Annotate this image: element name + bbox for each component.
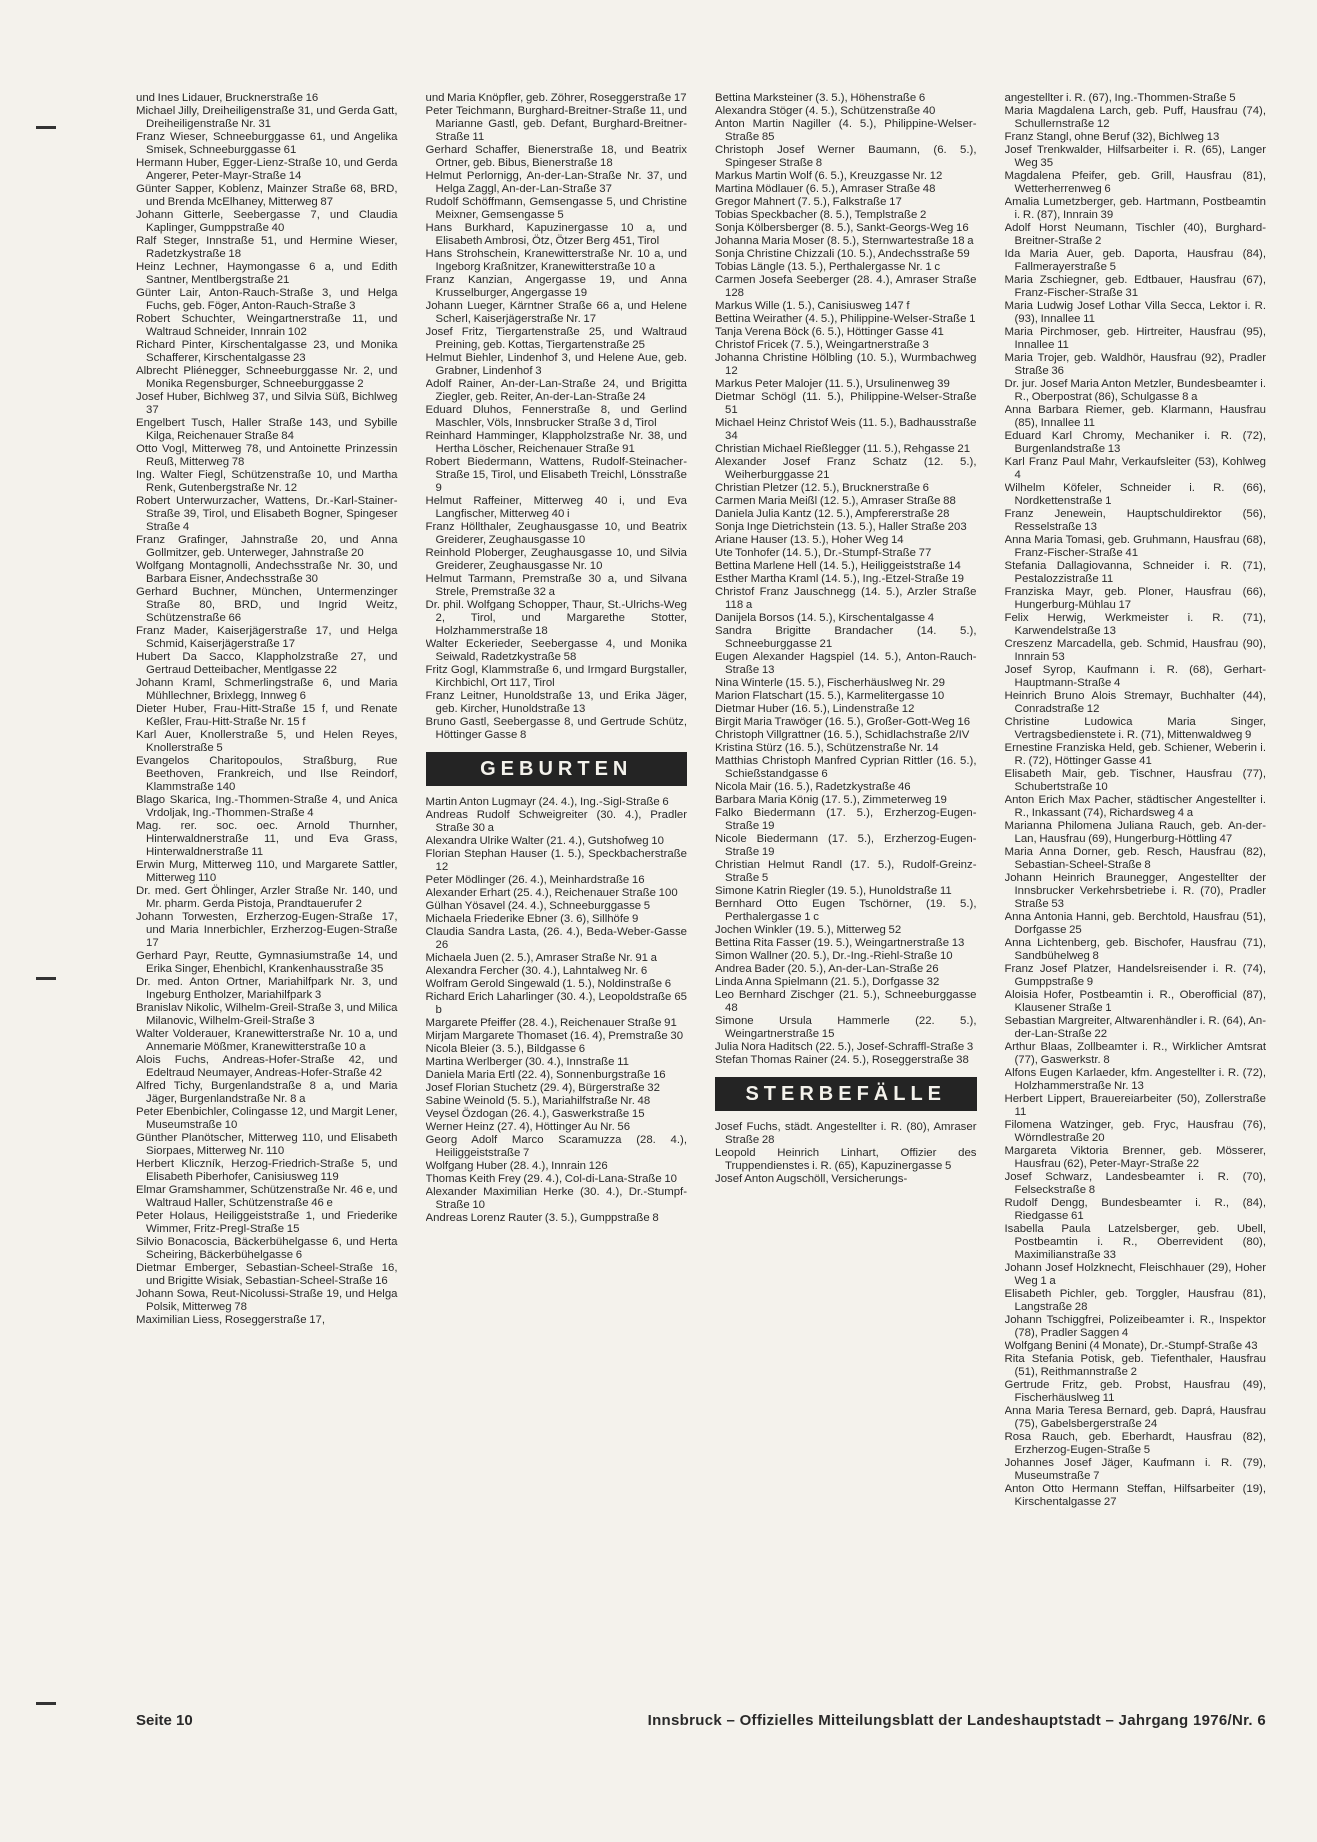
register-entry: Magdalena Pfeifer, geb. Grill, Hausfrau (81), Wetterherrenweg 6 (1004, 170, 1266, 195)
register-entry: Franz Kanzian, Angergasse 19, und Anna Krusselburger, Angergasse 19 (425, 274, 687, 299)
register-entry: Anna Lichtenberg, geb. Bischofer, Hausfrau (71), Sandbühelweg 8 (1004, 937, 1266, 962)
register-entry: Sandra Brigitte Brandacher (14. 5.), Schneeburggasse 21 (715, 625, 977, 650)
column-4 (1005, 92, 1267, 1712)
register-entry: Dieter Huber, Frau-Hitt-Straße 15 f, und Renate Keßler, Frau-Hitt-Straße Nr. 15 f (136, 703, 398, 728)
register-entry: Wolfgang Montagnolli, Andechsstraße Nr. 30, und Barbara Eisner, Andechsstraße 30 (136, 560, 398, 585)
register-entry: Robert Biedermann, Wattens, Rudolf-Steinacher-Straße 15, Tirol, und Elisabeth Treichl, Lönsstraße 9 (425, 456, 687, 494)
register-entry: Carmen Maria Meißl (12. 5.), Amraser Straße 88 (715, 495, 956, 507)
register-entry: Simone Ursula Hammerle (22. 5.), Weingartnerstraße 15 (715, 1015, 977, 1040)
margin-mark (36, 1702, 56, 1705)
register-entry: Franz Leitner, Hunoldstraße 13, und Erika Jäger, geb. Kircher, Hunoldstraße 13 (425, 690, 687, 715)
text-columns (136, 92, 1266, 1712)
register-entry: Julia Nora Haditsch (22. 5.), Josef-Schraffl-Straße 3 (715, 1041, 974, 1053)
register-entry: Maria Trojer, geb. Waldhör, Hausfrau (92), Pradler Straße 36 (1004, 352, 1266, 377)
register-entry: Sabine Weinold (5. 5.), Mariahilfstraße Nr. 48 (425, 1095, 651, 1107)
register-entry: Karl Auer, Knollerstraße 5, und Helen Reyes, Knollerstraße 5 (136, 729, 398, 754)
register-entry: Johannes Josef Jäger, Kaufmann i. R. (79), Museumstraße 7 (1004, 1457, 1266, 1482)
register-entry: und Maria Knöpfler, geb. Zöhrer, Roseggerstraße 17 (425, 92, 687, 104)
register-entry: Alfred Tichy, Burgenlandstraße 8 a, und Maria Jäger, Burgenlandstraße Nr. 8 a (136, 1080, 398, 1105)
register-entry: Dr. med. Anton Ortner, Mariahilfpark Nr. 3, und Ingeburg Entholzer, Mariahilfpark 3 (136, 976, 398, 1001)
register-entry: Wolfgang Huber (28. 4.), Innrain 126 (425, 1160, 608, 1172)
register-entry: Danijela Borsos (14. 5.), Kirschentalgasse 4 (715, 612, 935, 624)
register-entry: Amalia Lumetzberger, geb. Hartmann, Postbeamtin i. R. (87), Innrain 39 (1004, 196, 1266, 221)
register-entry: Elisabeth Mair, geb. Tischner, Hausfrau (77), Schubertstraße 10 (1004, 768, 1266, 793)
register-entry: Ida Maria Auer, geb. Daporta, Hausfrau (84), Fallmerayerstraße 5 (1004, 248, 1266, 273)
register-entry: Alexander Erhart (25. 4.), Reichenauer Straße 100 (425, 887, 678, 899)
register-entry: Josef Schwarz, Landesbeamter i. R. (70), Felseckstraße 8 (1004, 1171, 1266, 1196)
register-entry: Falko Biedermann (17. 5.), Erzherzog-Eugen-Straße 19 (715, 807, 977, 832)
register-entry: Josef Huber, Bichlweg 37, und Silvia Süß, Bichlweg 37 (136, 391, 398, 416)
register-entry: Johanna Christine Hölbling (10. 5.), Wurmbachweg 12 (715, 352, 977, 377)
section-header-births: GEBURTEN (426, 752, 688, 786)
register-entry: Maria Pirchmoser, geb. Hirtreiter, Hausfrau (95), Innallee 11 (1004, 326, 1266, 351)
register-entry: Günter Sapper, Koblenz, Mainzer Straße 68, BRD, und Brenda McElhaney, Mitterweg 87 (136, 183, 398, 208)
register-entry: Hans Strohschein, Kranewitterstraße Nr. 10 a, und Ingeborg Kraßnitzer, Kranewitterstraße 10 a (425, 248, 687, 273)
register-entry: Dietmar Huber (16. 5.), Lindenstraße 12 (715, 703, 915, 715)
register-entry: Jochen Winkler (19. 5.), Mitterweg 52 (715, 924, 902, 936)
register-entry: Michaela Juen (2. 5.), Amraser Straße Nr. 91 a (425, 952, 658, 964)
register-entry: Johann Gitterle, Seebergasse 7, und Claudia Kaplinger, Gumppstraße 40 (136, 209, 398, 234)
register-entry: Johann Josef Holzknecht, Fleischhauer (29), Hoher Weg 1 a (1004, 1262, 1266, 1287)
register-entry: Franz Wieser, Schneeburggasse 61, und Angelika Smisek, Schneeburggasse 61 (136, 131, 398, 156)
register-entry: Margareta Viktoria Brenner, geb. Mösserer, Hausfrau (62), Peter-Mayr-Straße 22 (1004, 1145, 1266, 1170)
register-entry: Marianna Philomena Juliana Rauch, geb. An-der-Lan, Hausfrau (69), Hungerburg-Höttling 47 (1004, 820, 1266, 845)
register-entry: Markus Peter Malojer (11. 5.), Ursulinenweg 39 (715, 378, 950, 390)
register-entry: Sonja Christine Chizzali (10. 5.), Andechsstraße 59 (715, 248, 970, 260)
register-entry: Alexandra Stöger (4. 5.), Schützenstraße 40 (715, 105, 936, 117)
margin-mark (36, 977, 56, 980)
register-entry: Christoph Josef Werner Baumann, (6. 5.), Spingeser Straße 8 (715, 144, 977, 169)
register-entry: Georg Adolf Marco Scaramuzza (28. 4.), Heiliggeiststraße 7 (425, 1134, 687, 1159)
register-entry: Rosa Rauch, geb. Eberhardt, Hausfrau (82), Erzherzog-Eugen-Straße 5 (1004, 1431, 1266, 1456)
register-entry: Barbara Maria König (17. 5.), Zimmeterweg 19 (715, 794, 947, 806)
register-entry: Rudolf Dengg, Bundesbeamter i. R., (84), Riedgasse 61 (1004, 1197, 1266, 1222)
register-entry: Hans Burkhard, Kapuzinergasse 10 a, und Elisabeth Ambrosi, Ötz, Ötzer Berg 451, Tirol (425, 222, 687, 247)
register-entry: Johann Torwesten, Erzherzog-Eugen-Straße 17, und Maria Innerbichler, Erzherzog-Eugen-Straße 17 (136, 911, 398, 949)
register-entry: Simone Katrin Riegler (19. 5.), Hunoldstraße 11 (715, 885, 952, 897)
register-entry: Sonja Inge Dietrichstein (13. 5.), Haller Straße 203 (715, 521, 967, 533)
register-entry: Simon Wallner (20. 5.), Dr.-Ing.-Riehl-Straße 10 (715, 950, 953, 962)
register-entry: Christoph Villgrattner (16. 5.), Schidlachstraße 2/IV (715, 729, 970, 741)
register-entry: Alexander Maximilian Herke (30. 4.), Dr.-Stumpf-Straße 10 (425, 1186, 687, 1211)
register-entry: Gregor Mahnert (7. 5.), Falkstraße 17 (715, 196, 902, 208)
register-entry: Josef Anton Augschöll, Versicherungs- (715, 1173, 908, 1185)
register-entry: Robert Unterwurzacher, Wattens, Dr.-Karl-Stainer-Straße 39, Tirol, und Elisabeth Bogner, Spingeser Straße 4 (136, 495, 398, 533)
register-entry: Michael Heinz Christof Weis (11. 5.), Badhausstraße 34 (715, 417, 977, 442)
register-entry: Josef Florian Stuchetz (29. 4), Bürgerstraße 32 (425, 1082, 660, 1094)
register-entry: Alfons Eugen Karlaeder, kfm. Angestellter i. R. (72), Holzhammerstraße Nr. 13 (1004, 1067, 1266, 1092)
register-entry: Anton Otto Hermann Steffan, Hilfsarbeiter (19), Kirschentalgasse 27 (1004, 1483, 1266, 1508)
register-entry: Alois Fuchs, Andreas-Hofer-Straße 42, und Edeltraud Neumayer, Andreas-Hofer-Straße 42 (136, 1054, 398, 1079)
register-entry: Maximilian Liess, Roseggerstraße 17, (136, 1314, 326, 1326)
register-entry: Matthias Christoph Manfred Cyprian Rittler (16. 5.), Schießstandgasse 6 (715, 755, 977, 780)
register-entry: Alexander Josef Franz Schatz (12. 5.), Weiherburggasse 21 (715, 456, 977, 481)
register-entry: Bettina Marksteiner (3. 5.), Höhenstraße 6 (715, 92, 926, 104)
register-entry: Maria Zschiegner, geb. Edtbauer, Hausfrau (67), Franz-Fischer-Straße 31 (1004, 274, 1266, 299)
section-header-deaths: STERBEFÄLLE (715, 1077, 977, 1111)
column-2 (426, 92, 688, 1712)
register-entry: Gertrude Fritz, geb. Probst, Hausfrau (49), Fischerhäuslweg 11 (1004, 1379, 1266, 1404)
register-entry: Florian Stephan Hauser (1. 5.), Speckbacherstraße 12 (425, 848, 687, 873)
register-entry: Markus Martin Wolf (6. 5.), Kreuzgasse Nr. 12 (715, 170, 943, 182)
register-entry: Mag. rer. soc. oec. Arnold Thurnher, Hinterwaldnerstraße 11, und Eva Grass, Hinterwaldnerstraße 11 (136, 820, 398, 858)
register-entry: Johann Sowa, Reut-Nicolussi-Straße 19, und Helga Polsik, Mitterweg 78 (136, 1288, 398, 1313)
register-entry: Dietmar Emberger, Sebastian-Scheel-Straße 16, und Brigitte Wisiak, Sebastian-Scheel-Straße 16 (136, 1262, 398, 1287)
register-entry: Isabella Paula Latzelsberger, geb. Ubell, Postbeamtin i. R., Oberrevident (80), Maximilianstraße 33 (1004, 1223, 1266, 1261)
register-entry: Branislav Nikolic, Wilhelm-Greil-Straße 3, und Milica Milanovic, Wilhelm-Greil-Straße 3 (136, 1002, 398, 1027)
column-1 (136, 92, 398, 1712)
register-entry: Bernhard Otto Eugen Tschörner, (19. 5.), Perthalergasse 1 c (715, 898, 977, 923)
register-entry: Andreas Lorenz Rauter (3. 5.), Gumppstraße 8 (425, 1212, 659, 1224)
register-entry: Wilhelm Köfeler, Schneider i. R. (66), Nordkettenstraße 1 (1004, 482, 1266, 507)
register-entry: Dr. med. Gert Öhlinger, Arzler Straße Nr. 140, und Mr. pharm. Gerda Pistoja, Prandtauerufer 2 (136, 885, 398, 910)
register-entry: Alexandra Ulrike Walter (21. 4.), Gutshofweg 10 (425, 835, 664, 847)
register-entry: Christian Michael Rießlegger (11. 5.), Rehgasse 21 (715, 443, 971, 455)
register-entry: Werner Heinz (27. 4), Höttinger Au Nr. 56 (425, 1121, 631, 1133)
register-entry: Johann Heinrich Braunegger, Angestellter der Innsbrucker Verkehrsbetriebe i. R. (70), Pradler Straße 53 (1004, 872, 1266, 910)
register-entry: Nicole Biedermann (17. 5.), Erzherzog-Eugen-Straße 19 (715, 833, 977, 858)
register-entry: Blago Skarica, Ing.-Thommen-Straße 4, und Anica Vrdoljak, Ing.-Thommen-Straße 4 (136, 794, 398, 819)
register-entry: angestellter i. R. (67), Ing.-Thommen-Straße 5 (1004, 92, 1236, 104)
register-entry: Michael Jilly, Dreiheiligenstraße 31, und Gerda Gatt, Dreiheiligenstraße Nr. 31 (136, 105, 398, 130)
register-entry: Gerhard Buchner, München, Untermenzinger Straße 80, BRD, und Ingrid Weitz, Schützenstraße 66 (136, 586, 398, 624)
register-entry: Heinrich Bruno Alois Stremayr, Buchhalter (44), Conradstraße 12 (1004, 690, 1266, 715)
register-entry: Elmar Gramshammer, Schützenstraße Nr. 46 e, und Waltraud Haller, Schützenstraße 46 e (136, 1184, 398, 1209)
register-entry: Michaela Friederike Ebner (3. 6), Sillhöfe 9 (425, 913, 639, 925)
register-entry: Franz Grafinger, Jahnstraße 20, und Anna Gollmitzer, geb. Unterweger, Jahnstraße 20 (136, 534, 398, 559)
register-entry: Bettina Rita Fasser (19. 5.), Weingartnerstraße 13 (715, 937, 965, 949)
register-entry: Stefan Thomas Rainer (24. 5.), Roseggerstraße 38 (715, 1054, 969, 1066)
register-entry: Daniela Julia Kantz (12. 5.), Ampfererstraße 28 (715, 508, 950, 520)
register-entry: Daniela Maria Ertl (22. 4), Sonnenburgstraße 16 (425, 1069, 666, 1081)
register-entry: Robert Schuchter, Weingartnerstraße 11, und Waltraud Schneider, Innrain 102 (136, 313, 398, 338)
register-entry: Linda Anna Spielmann (21. 5.), Dorfgasse 32 (715, 976, 940, 988)
register-entry: Evangelos Charitopoulos, Straßburg, Rue Beethoven, Frankreich, und Ilse Reindorf, Klammstraße 140 (136, 755, 398, 793)
register-entry: Ralf Steger, Innstraße 51, und Hermine Wieser, Radetzkystraße 18 (136, 235, 398, 260)
register-entry: Franz Stangl, ohne Beruf (32), Bichlweg 13 (1004, 131, 1220, 143)
register-entry: Stefania Dallagiovanna, Schneider i. R. (71), Pestalozzistraße 11 (1004, 560, 1266, 585)
register-entry: Anton Martin Nagiller (4. 5.), Philippine-Welser-Straße 85 (715, 118, 977, 143)
register-entry: Mirjam Margarete Thomaset (16. 4), Premstraße 30 (425, 1030, 684, 1042)
register-entry: Hubert Da Sacco, Klappholzstraße 27, und Gertraud Detteibacher, Mentlgasse 22 (136, 651, 398, 676)
register-entry: Christof Fricek (7. 5.), Weingartnerstraße 3 (715, 339, 929, 351)
register-entry: Alexandra Fercher (30. 4.), Lahntalweg Nr. 6 (425, 965, 648, 977)
register-entry: Adolf Horst Neumann, Tischler (40), Burghard-Breitner-Straße 2 (1004, 222, 1266, 247)
register-entry: Günther Planötscher, Mitterweg 110, und Elisabeth Siorpaes, Mitterweg Nr. 110 (136, 1132, 398, 1157)
register-entry: Gülhan Yösavel (24. 4.), Schneeburggasse 5 (425, 900, 651, 912)
register-entry: Felix Herwig, Werkmeister i. R. (71), Karwendelstraße 13 (1004, 612, 1266, 637)
register-entry: Herbert Lippert, Brauereiarbeiter (50), Zollerstraße 11 (1004, 1093, 1266, 1118)
register-entry: Walter Volderauer, Kranewitterstraße Nr. 10 a, und Annemarie Mößmer, Kranewitterstraße 10 a (136, 1028, 398, 1053)
register-entry: Esther Martha Kraml (14. 5.), Ing.-Etzel-Straße 19 (715, 573, 964, 585)
register-entry: Maria Anna Dorner, geb. Resch, Hausfrau (82), Sebastian-Scheel-Straße 8 (1004, 846, 1266, 871)
register-entry: Margarete Pfeiffer (28. 4.), Reichenauer Straße 91 (425, 1017, 677, 1029)
register-entry: Heinz Lechner, Haymongasse 6 a, und Edith Santner, Mentlbergstraße 21 (136, 261, 398, 286)
register-entry: Johann Lueger, Kärntner Straße 66 a, und Helene Scherl, Kaiserjägerstraße Nr. 17 (425, 300, 687, 325)
register-entry: Richard Erich Laharlinger (30. 4.), Leopoldstraße 65 b (425, 991, 687, 1016)
register-entry: Wolfgang Benini (4 Monate), Dr.-Stumpf-Straße 43 (1004, 1340, 1258, 1352)
register-entry: Engelbert Tusch, Haller Straße 143, und Sybille Kilga, Reichenauer Straße 84 (136, 417, 398, 442)
register-entry: Eduard Karl Chromy, Mechaniker i. R. (72), Burgenlandstraße 13 (1004, 430, 1266, 455)
register-entry: Christian Helmut Randl (17. 5.), Rudolf-Greinz-Straße 5 (715, 859, 977, 884)
register-entry: Josef Syrop, Kaufmann i. R. (68), Gerhart-Hauptmann-Straße 4 (1004, 664, 1266, 689)
register-entry: Maria Magdalena Larch, geb. Puff, Hausfrau (74), Schullernstraße 12 (1004, 105, 1266, 130)
register-entry: Reinhold Ploberger, Zeughausgasse 10, und Silvia Greiderer, Zeughausgasse Nr. 10 (425, 547, 687, 572)
register-entry: Ernestine Franziska Held, geb. Schiener, Weberin i. R. (72), Höttinger Gasse 41 (1004, 742, 1266, 767)
register-entry: Johann Kraml, Schmerlingstraße 6, und Maria Mühllechner, Brixlegg, Innweg 6 (136, 677, 398, 702)
register-entry: Reinhard Hamminger, Klappholzstraße Nr. 38, und Hertha Löscher, Reichenauer Straße 91 (425, 430, 687, 455)
register-entry: Tobias Speckbacher (8. 5.), Templstraße 2 (715, 209, 927, 221)
register-entry: Gerhard Schaffer, Bienerstraße 18, und Beatrix Ortner, geb. Bibus, Bienerstraße 18 (425, 144, 687, 169)
register-entry: Otto Vogl, Mitterweg 78, und Antoinette Prinzessin Reuß, Mitterweg 78 (136, 443, 398, 468)
register-entry: Wolfram Gerold Singewald (1. 5.), Noldinstraße 6 (425, 978, 672, 990)
register-entry: Nina Winterle (15. 5.), Fischerhäuslweg Nr. 29 (715, 677, 945, 689)
register-entry: Herbert Kliczník, Herzog-Friedrich-Straße 5, und Elisabeth Piberhofer, Canisiusweg 119 (136, 1158, 398, 1183)
register-entry: Silvio Bonacoscia, Bäckerbühelgasse 6, und Herta Scheiring, Bäckerbühelgasse 6 (136, 1236, 398, 1261)
register-entry: Erwin Murg, Mitterweg 110, und Margarete Sattler, Mitterweg 110 (136, 859, 398, 884)
register-entry: Dr. jur. Josef Maria Anton Metzler, Bundesbeamter i. R., Oberpostrat (86), Schulgasse 8 a (1004, 378, 1266, 403)
register-entry: Bruno Gastl, Seebergasse 8, und Gertrude Schütz, Höttinger Gasse 8 (425, 716, 687, 741)
register-entry: Tanja Verena Böck (6. 5.), Höttinger Gasse 41 (715, 326, 944, 338)
register-entry: Maria Ludwig Josef Lothar Villa Secca, Lektor i. R. (93), Innallee 11 (1004, 300, 1266, 325)
register-entry: Karl Franz Paul Mahr, Verkaufsleiter (53), Kohlweg 4 (1004, 456, 1266, 481)
register-entry: Anton Erich Max Pacher, städtischer Angestellter i. R., Inkassant (74), Richardsweg 4 a (1004, 794, 1266, 819)
register-entry: Helmut Tarmann, Premstraße 30 a, und Silvana Strele, Premstraße 32 a (425, 573, 687, 598)
register-entry: Helmut Raffeiner, Mitterweg 40 i, und Eva Langfischer, Mitterweg 40 i (425, 495, 687, 520)
page-footer (136, 1712, 1266, 1729)
register-entry: Günter Lair, Anton-Rauch-Straße 3, und Helga Fuchs, geb. Föger, Anton-Rauch-Straße 3 (136, 287, 398, 312)
register-entry: Franz Mader, Kaiserjägerstraße 17, und Helga Schmid, Kaiserjägerstraße 17 (136, 625, 398, 650)
register-entry: Adolf Rainer, An-der-Lan-Straße 24, und Brigitta Ziegler, geb. Reiter, An-der-Lan-Straße 24 (425, 378, 687, 403)
register-entry: Christof Franz Jauschnegg (14. 5.), Arzler Straße 118 a (715, 586, 977, 611)
register-entry: und Ines Lidauer, Brucknerstraße 16 (136, 92, 319, 104)
register-entry: Nicola Bleier (3. 5.), Bildgasse 6 (425, 1043, 586, 1055)
register-entry: Rudolf Schöffmann, Gemsengasse 5, und Christine Meixner, Gemsengasse 5 (425, 196, 687, 221)
register-entry: Kristina Stürz (16. 5.), Schützenstraße Nr. 14 (715, 742, 939, 754)
register-entry: Dietmar Schögl (11. 5.), Philippine-Welser-Straße 51 (715, 391, 977, 416)
register-entry: Walter Eckerieder, Seebergasse 4, und Monika Seiwald, Radetzkystraße 58 (425, 638, 687, 663)
register-entry: Creszenz Marcadella, geb. Schmid, Hausfrau (90), Innrain 53 (1004, 638, 1266, 663)
register-entry: Tobias Längle (13. 5.), Perthalergasse Nr. 1 c (715, 261, 941, 273)
register-entry: Leopold Heinrich Linhart, Offizier des Truppendienstes i. R. (65), Kapuzinergasse 5 (715, 1147, 977, 1172)
register-entry: Franziska Mayr, geb. Ploner, Hausfrau (66), Hungerburg-Mühlau 17 (1004, 586, 1266, 611)
register-entry: Peter Mödlinger (26. 4.), Meinhardstraße 16 (425, 874, 645, 886)
register-entry: Peter Teichmann, Burghard-Breitner-Straße 11, und Marianne Gastl, geb. Defant, Burghard-Breitner-Straße 11 (425, 105, 687, 143)
column-3 (715, 92, 977, 1712)
register-entry: Franz Höllthaler, Zeughausgasse 10, und Beatrix Greiderer, Zeughausgasse 10 (425, 521, 687, 546)
register-entry: Johanna Maria Moser (8. 5.), Sternwartestraße 18 a (715, 235, 974, 247)
register-entry: Markus Wille (1. 5.), Canisiusweg 147 f (715, 300, 910, 312)
register-entry: Eugen Alexander Hagspiel (14. 5.), Anton-Rauch-Straße 13 (715, 651, 977, 676)
register-entry: Sebastian Margreiter, Altwarenhändler i. R. (64), An-der-Lan-Straße 22 (1004, 1015, 1266, 1040)
register-entry: Martina Werlberger (30. 4.), Innstraße 11 (425, 1056, 629, 1068)
register-entry: Bettina Marlene Hell (14. 5.), Heiliggeiststraße 14 (715, 560, 961, 572)
register-entry: Christine Ludowica Maria Singer, Vertragsbedienstete i. R. (71), Mittenwaldweg 9 (1004, 716, 1266, 741)
register-entry: Helmut Biehler, Lindenhof 3, und Helene Aue, geb. Grabner, Lindenhof 3 (425, 352, 687, 377)
register-entry: Hermann Huber, Egger-Lienz-Straße 10, und Gerda Angerer, Peter-Mayr-Straße 14 (136, 157, 398, 182)
register-entry: Andreas Rudolf Schweigreiter (30. 4.), Pradler Straße 30 a (425, 809, 687, 834)
register-entry: Johann Tschiggfrei, Polizeibeamter i. R., Inspektor (78), Pradler Saggen 4 (1004, 1314, 1266, 1339)
register-entry: Elisabeth Pichler, geb. Torggler, Hausfrau (81), Langstraße 28 (1004, 1288, 1266, 1313)
register-entry: Anna Maria Tomasi, geb. Gruhmann, Hausfrau (68), Franz-Fischer-Straße 41 (1004, 534, 1266, 559)
register-entry: Anna Maria Teresa Bernard, geb. Daprá, Hausfrau (75), Gabelsbergerstraße 24 (1004, 1405, 1266, 1430)
register-entry: Martin Anton Lugmayr (24. 4.), Ing.-Sigl-Straße 6 (425, 796, 669, 808)
register-entry: Helmut Perlornigg, An-der-Lan-Straße Nr. 37, und Helga Zaggl, An-der-Lan-Straße 37 (425, 170, 687, 195)
register-entry: Ing. Walter Fiegl, Schützenstraße 10, und Martha Renk, Gutenbergstraße Nr. 12 (136, 469, 398, 494)
register-entry: Peter Ebenbichler, Colingasse 12, und Margit Lener, Museumstraße 10 (136, 1106, 398, 1131)
register-entry: Sonja Kölbersberger (8. 5.), Sankt-Georgs-Weg 16 (715, 222, 969, 234)
register-entry: Anna Antonia Hanni, geb. Berchtold, Hausfrau (51), Dorfgasse 25 (1004, 911, 1266, 936)
register-entry: Peter Holaus, Heiliggeiststraße 1, und Friederike Wimmer, Fritz-Pregl-Straße 15 (136, 1210, 398, 1235)
register-entry: Christian Pletzer (12. 5.), Brucknerstraße 6 (715, 482, 929, 494)
register-entry: Fritz Gogl, Klammstraße 6, und Irmgard Burgstaller, Kirchbichl, Ort 117, Tirol (425, 664, 687, 689)
register-entry: Josef Trenkwalder, Hilfsarbeiter i. R. (65), Langer Weg 35 (1004, 144, 1266, 169)
register-entry: Martina Mödlauer (6. 5.), Amraser Straße 48 (715, 183, 936, 195)
register-entry: Claudia Sandra Lasta, (26. 4.), Beda-Weber-Gasse 26 (425, 926, 687, 951)
register-entry: Veysel Özdogan (26. 4.), Gaswerkstraße 15 (425, 1108, 645, 1120)
register-entry: Anna Barbara Riemer, geb. Klarmann, Hausfrau (85), Innallee 11 (1004, 404, 1266, 429)
register-entry: Josef Fritz, Tiergartenstraße 25, und Waltraud Preining, geb. Kottas, Tiergartenstraße 25 (425, 326, 687, 351)
register-entry: Andrea Bader (20. 5.), An-der-Lan-Straße 26 (715, 963, 939, 975)
register-entry: Birgit Maria Trawöger (16. 5.), Großer-Gott-Weg 16 (715, 716, 971, 728)
register-entry: Albrecht Pliénegger, Schneeburggasse Nr. 2, und Monika Regensburger, Schneeburggasse 2 (136, 365, 398, 390)
register-entry: Gerhard Payr, Reutte, Gymnasiumstraße 14, und Erika Singer, Ehenbichl, Krankenhausstraße 35 (136, 950, 398, 975)
publication-line: Innsbruck – Offizielles Mitteilungsblatt der Landeshauptstadt – Jahrgang 1976/Nr. 6 (647, 1712, 1266, 1729)
register-entry: Leo Bernhard Zischger (21. 5.), Schneeburggasse 48 (715, 989, 977, 1014)
register-entry: Ute Tonhofer (14. 5.), Dr.-Stumpf-Straße 77 (715, 547, 932, 559)
register-entry: Aloisia Hofer, Postbeamtin i. R., Oberofficial (87), Klausener Straße 1 (1004, 989, 1266, 1014)
register-entry: Eduard Dluhos, Fennerstraße 8, und Gerlind Maschler, Völs, Innsbrucker Straße 3 d, Tirol (425, 404, 687, 429)
register-entry: Thomas Keith Frey (29. 4.), Col-di-Lana-Straße 10 (425, 1173, 677, 1185)
register-entry: Marion Flatschart (15. 5.), Karmelitergasse 10 (715, 690, 945, 702)
register-entry: Arthur Blaas, Zollbeamter i. R., Wirklicher Amtsrat (77), Gaswerkstr. 8 (1004, 1041, 1266, 1066)
register-entry: Richard Pinter, Kirschentalgasse 23, und Monika Schafferer, Kirschentalgasse 23 (136, 339, 398, 364)
register-entry: Carmen Josefa Seeberger (28. 4.), Amraser Straße 128 (715, 274, 977, 299)
register-entry: Bettina Weirather (4. 5.), Philippine-Welser-Straße 1 (715, 313, 976, 325)
register-entry: Franz Jenewein, Hauptschuldirektor (56), Resselstraße 13 (1004, 508, 1266, 533)
register-entry: Filomena Watzinger, geb. Fryc, Hausfrau (76), Wörndlestraße 20 (1004, 1119, 1266, 1144)
register-entry: Franz Josef Platzer, Handelsreisender i. R. (74), Gumppstraße 9 (1004, 963, 1266, 988)
register-entry: Josef Fuchs, städt. Angestellter i. R. (80), Amraser Straße 28 (715, 1121, 977, 1146)
register-entry: Nicola Mair (16. 5.), Radetzkystraße 46 (715, 781, 911, 793)
register-entry: Rita Stefania Potisk, geb. Tiefenthaler, Hausfrau (51), Reithmannstraße 2 (1004, 1353, 1266, 1378)
register-entry: Ariane Hauser (13. 5.), Hoher Weg 14 (715, 534, 904, 546)
page-number: Seite 10 (136, 1712, 193, 1729)
margin-mark (36, 126, 56, 129)
register-entry: Dr. phil. Wolfgang Schopper, Thaur, St.-Ulrichs-Weg 2, Tirol, und Margarethe Stotter, Holzhammerstraße 18 (425, 599, 687, 637)
